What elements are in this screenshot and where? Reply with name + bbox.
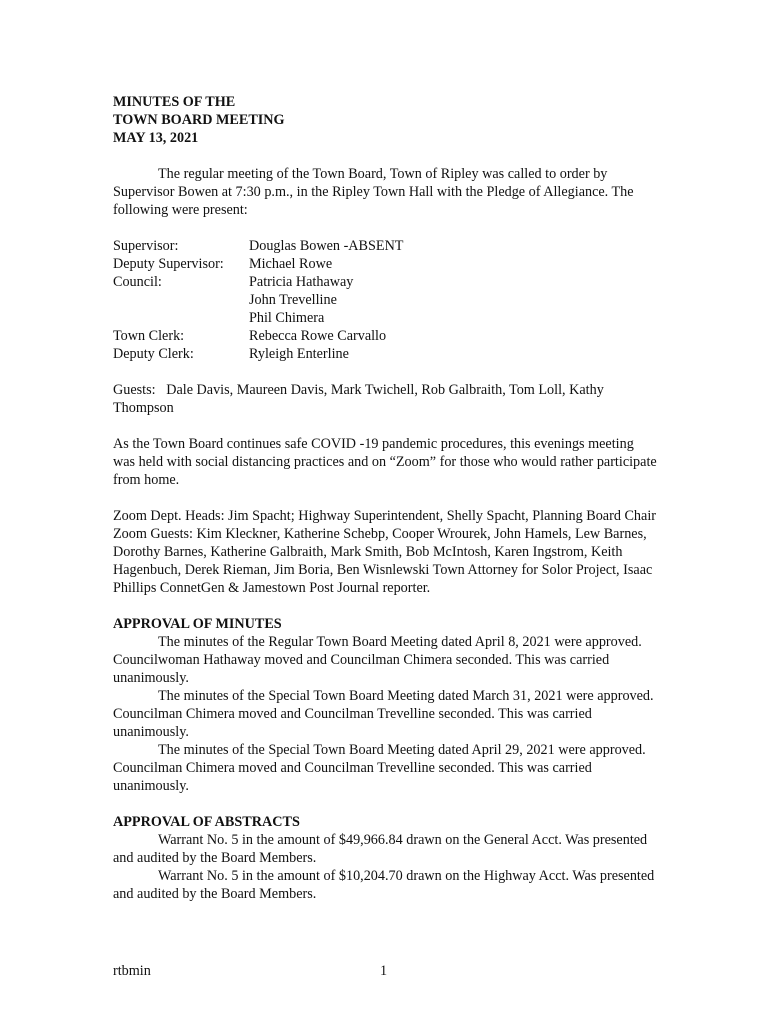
abstracts-heading: APPROVAL OF ABSTRACTS	[113, 814, 300, 830]
abstracts-item: Warrant No. 5 in the amount of $10,204.70 drawn on the Highway Acct. Was presented and audited by the Board Members.	[113, 868, 655, 902]
roster-name: Phil Chimera	[249, 310, 325, 326]
minutes-item: The minutes of the Regular Town Board Meeting dated April 8, 2021 were approved. Councilwoman Hathaway moved and Councilman Chimera seconded. This was carried unanimously.	[113, 634, 642, 686]
attendance-roster	[113, 237, 658, 363]
roster-role: Town Clerk:	[113, 328, 185, 344]
roster-role	[113, 309, 249, 327]
covid-paragraph: As the Town Board continues safe COVID -19 pandemic procedures, this evenings meeting was held with social distancing practices and on “Zoom” for those who would rather participate from home.	[113, 436, 657, 488]
minutes-item: The minutes of the Special Town Board Meeting dated April 29, 2021 were approved. Councilman Chimera moved and Councilman Trevelline seconded. This was carried unanimously.	[113, 742, 646, 794]
roster-role: Deputy Clerk:	[113, 346, 194, 362]
title-date: MAY 13, 2021	[113, 130, 199, 146]
roster-name: Douglas Bowen -ABSENT	[249, 238, 404, 254]
guests-paragraph: Guests: Dale Davis, Maureen Davis, Mark Twichell, Rob Galbraith, Tom Loll, Kathy Thompson	[113, 382, 608, 416]
zoom-guests: Zoom Guests: Kim Kleckner, Katherine Schebp, Cooper Wrourek, John Hamels, Lew Barnes, Dorothy Barnes, Katherine Galbraith, Mark Smith, Bob McIntosh, Karen Ingstrom, Keith Hagenbuch, Derek Rieman, Jim Boria, Ben Wisnlewski Town Attorney for Solor Project, Isaac Phillips ConnetGen & Jamestown Post Journal reporter.	[113, 526, 653, 596]
roster-role: Supervisor:	[113, 238, 179, 254]
zoom-dept-heads: Zoom Dept. Heads: Jim Spacht; Highway Superintendent, Shelly Spacht, Planning Board Chair	[113, 508, 656, 524]
roster-role: Council:	[113, 274, 162, 290]
roster-name: Patricia Hathaway	[249, 274, 354, 290]
roster-name: Michael Rowe	[249, 256, 333, 272]
roster-name: Rebecca Rowe Carvallo	[249, 328, 387, 344]
abstracts-item: Warrant No. 5 in the amount of $49,966.84 drawn on the General Acct. Was presented and audited by the Board Members.	[113, 832, 648, 866]
title-line-2: TOWN BOARD MEETING	[113, 112, 285, 128]
document-body	[113, 93, 658, 903]
minutes-heading: APPROVAL OF MINUTES	[113, 616, 282, 632]
footer-page-number: 1	[380, 963, 388, 979]
footer-filename: rtbmin	[113, 963, 151, 979]
roster-name: John Trevelline	[249, 292, 337, 308]
roster-role: Deputy Supervisor:	[113, 256, 224, 272]
roster-name: Ryleigh Enterline	[249, 346, 349, 362]
intro-paragraph: The regular meeting of the Town Board, Town of Ripley was called to order by Supervisor Bowen at 7:30 p.m., in the Ripley Town Hall with the Pledge of Allegiance. The following were present:	[113, 166, 634, 218]
roster-role	[113, 291, 249, 309]
title-line-1: MINUTES OF THE	[113, 94, 236, 110]
minutes-item: The minutes of the Special Town Board Meeting dated March 31, 2021 were approved. Councilman Chimera moved and Councilman Trevelline seconded. This was carried unanimously.	[113, 688, 654, 740]
